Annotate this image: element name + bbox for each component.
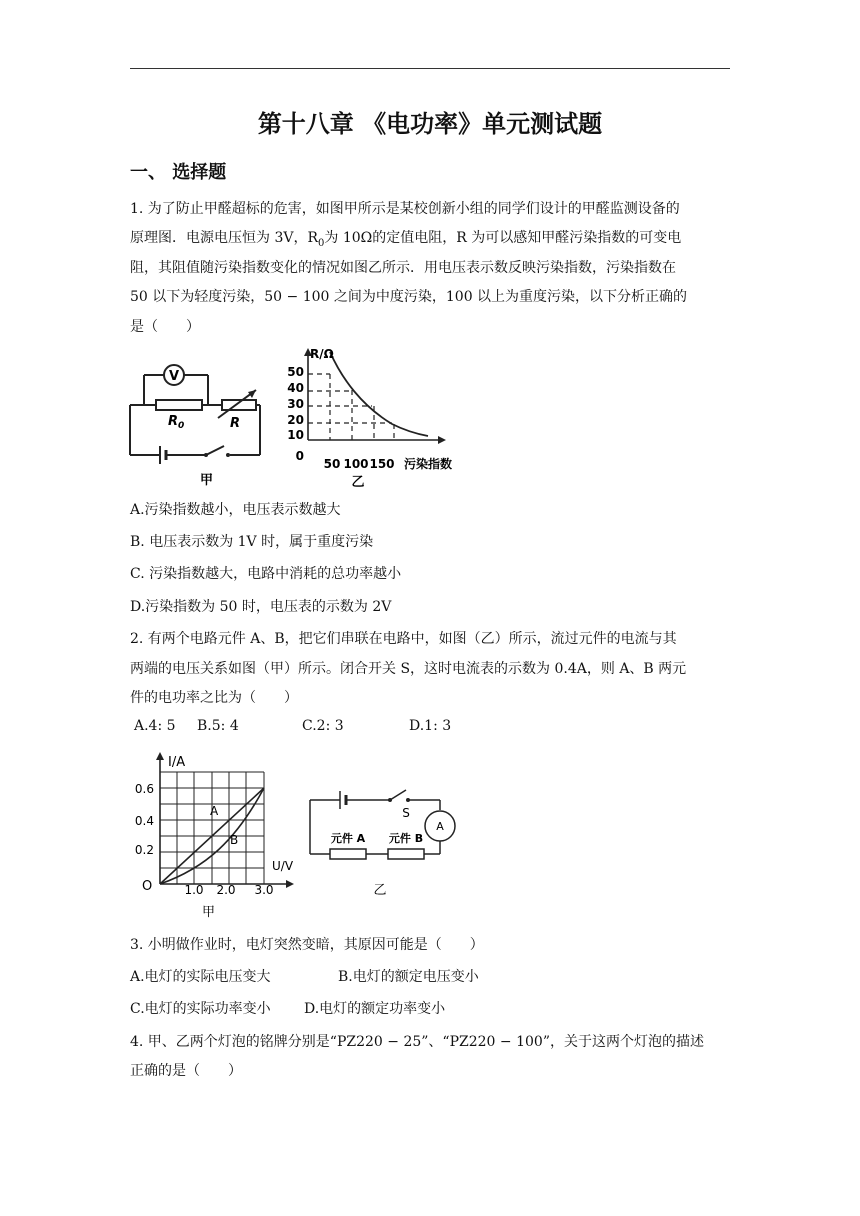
switch-label: S bbox=[402, 806, 410, 820]
q1-xtick: 150 bbox=[369, 457, 395, 471]
q3-option-b: B.电灯的额定电压变小 bbox=[338, 969, 479, 985]
q4-line-2: 正确的是（ ） bbox=[130, 1063, 242, 1079]
q1-ytick: 10 bbox=[287, 428, 304, 442]
q1-ytick: 40 bbox=[287, 381, 304, 395]
q2-line-1: 2. 有两个电路元件 A、B，把它们串联在电路中，如图（乙）所示，流过元件的电流与其 bbox=[130, 631, 677, 647]
q2-graph-xlabel: U/V bbox=[272, 859, 294, 873]
q1-graph-xlabel: 污染指数 bbox=[403, 457, 453, 471]
curve-a-label: A bbox=[210, 804, 219, 818]
q1-option-d: D.污染指数为 50 时，电压表的示数为 2V bbox=[130, 599, 392, 615]
q2-circuit-figure bbox=[304, 774, 464, 900]
q3-option-c: C.电灯的实际功率变小 bbox=[130, 1001, 271, 1017]
q3-line-1: 3. 小明做作业时，电灯突然变暗，其原因可能是（ ） bbox=[130, 937, 484, 953]
ammeter-label: A bbox=[436, 820, 444, 833]
q2-xtick: 2.0 bbox=[216, 883, 236, 897]
q1-xtick: 50 bbox=[323, 457, 341, 471]
q1-line-1: 1. 为了防止甲醛超标的危害，如图甲所示是某校创新小组的同学们设计的甲醛监测设备的 bbox=[130, 201, 680, 217]
q2-option-a: A.4: 5 bbox=[134, 718, 176, 734]
page-title: 第十八章 《电功率》单元测试题 bbox=[257, 110, 603, 138]
q1-option-a: A.污染指数越小，电压表示数越大 bbox=[130, 502, 341, 518]
element-a-label: 元件 A bbox=[330, 832, 366, 845]
voltmeter-label: V bbox=[168, 369, 180, 384]
r0-label: $R_0$ bbox=[168, 414, 185, 431]
q1-line-2: 原理图．电源电压恒为 3V，$R_0$为 10Ω的定值电阻，R 为可以感知甲醛污染指数的可变电 bbox=[130, 230, 682, 249]
q1-ytick: 30 bbox=[287, 397, 304, 411]
q2-option-c: C.2: 3 bbox=[302, 718, 344, 734]
q1-line-4: 50 以下为轻度污染，50 − 100 之间为中度污染，100 以上为重度污染，以下分析正确的 bbox=[130, 289, 688, 305]
q1-option-b: B. 电压表示数为 1V 时，属于重度污染 bbox=[130, 534, 374, 550]
q2-ytick: 0.2 bbox=[134, 843, 154, 857]
q1-graph-ylabel: R/Ω bbox=[310, 347, 334, 361]
q1-circuit-figure bbox=[126, 350, 266, 490]
q2-fig-caption-jia: 甲 bbox=[202, 905, 216, 920]
q2-line-3: 件的电功率之比为（ ） bbox=[130, 690, 298, 706]
q2-xtick: 3.0 bbox=[254, 883, 274, 897]
q2-graph-figure bbox=[126, 750, 306, 920]
q3-option-a: A.电灯的实际电压变大 bbox=[130, 969, 271, 985]
q4-line-1: 4. 甲、乙两个灯泡的铭牌分别是“PZ220 − 25”、“PZ220 − 100”，关于这两个灯泡的描述 bbox=[130, 1034, 704, 1050]
q1-fig-caption-yi: 乙 bbox=[351, 475, 365, 490]
q2-graph-origin: O bbox=[142, 879, 153, 894]
q2-xtick: 1.0 bbox=[184, 883, 204, 897]
q1-xtick: 100 bbox=[343, 457, 369, 471]
q1-graph-figure bbox=[282, 344, 462, 492]
header-rule bbox=[130, 68, 730, 69]
q2-option-d: D.1: 3 bbox=[409, 718, 452, 734]
q2-graph-ylabel: I/A bbox=[168, 755, 186, 770]
section-heading: 一、 选择题 bbox=[130, 162, 227, 183]
curve-b-label: B bbox=[230, 833, 239, 847]
q2-line-2: 两端的电压关系如图（甲）所示。闭合开关 S，这时电流表的示数为 0.4A，则 A、B 两元 bbox=[130, 661, 687, 677]
q1-ytick: 50 bbox=[287, 365, 304, 379]
q1-option-c: C. 污染指数越大，电路中消耗的总功率越小 bbox=[130, 566, 402, 582]
element-b-label: 元件 B bbox=[388, 832, 424, 845]
r-label: R bbox=[230, 416, 241, 431]
q3-option-d: D.电灯的额定功率变小 bbox=[304, 1001, 446, 1017]
q1-fig-caption-jia: 甲 bbox=[200, 473, 214, 488]
q1-ytick: 0 bbox=[295, 449, 304, 463]
q1-line-5: 是（ ） bbox=[130, 319, 200, 335]
q2-ytick: 0.4 bbox=[134, 814, 154, 828]
q2-option-b: B.5: 4 bbox=[197, 718, 239, 734]
q2-ytick: 0.6 bbox=[134, 782, 154, 796]
q2-fig-caption-yi: 乙 bbox=[373, 883, 387, 898]
q1-line-3: 阻，其阻值随污染指数变化的情况如图乙所示．用电压表示数反映污染指数，污染指数在 bbox=[130, 260, 676, 276]
q1-ytick: 20 bbox=[287, 413, 304, 427]
